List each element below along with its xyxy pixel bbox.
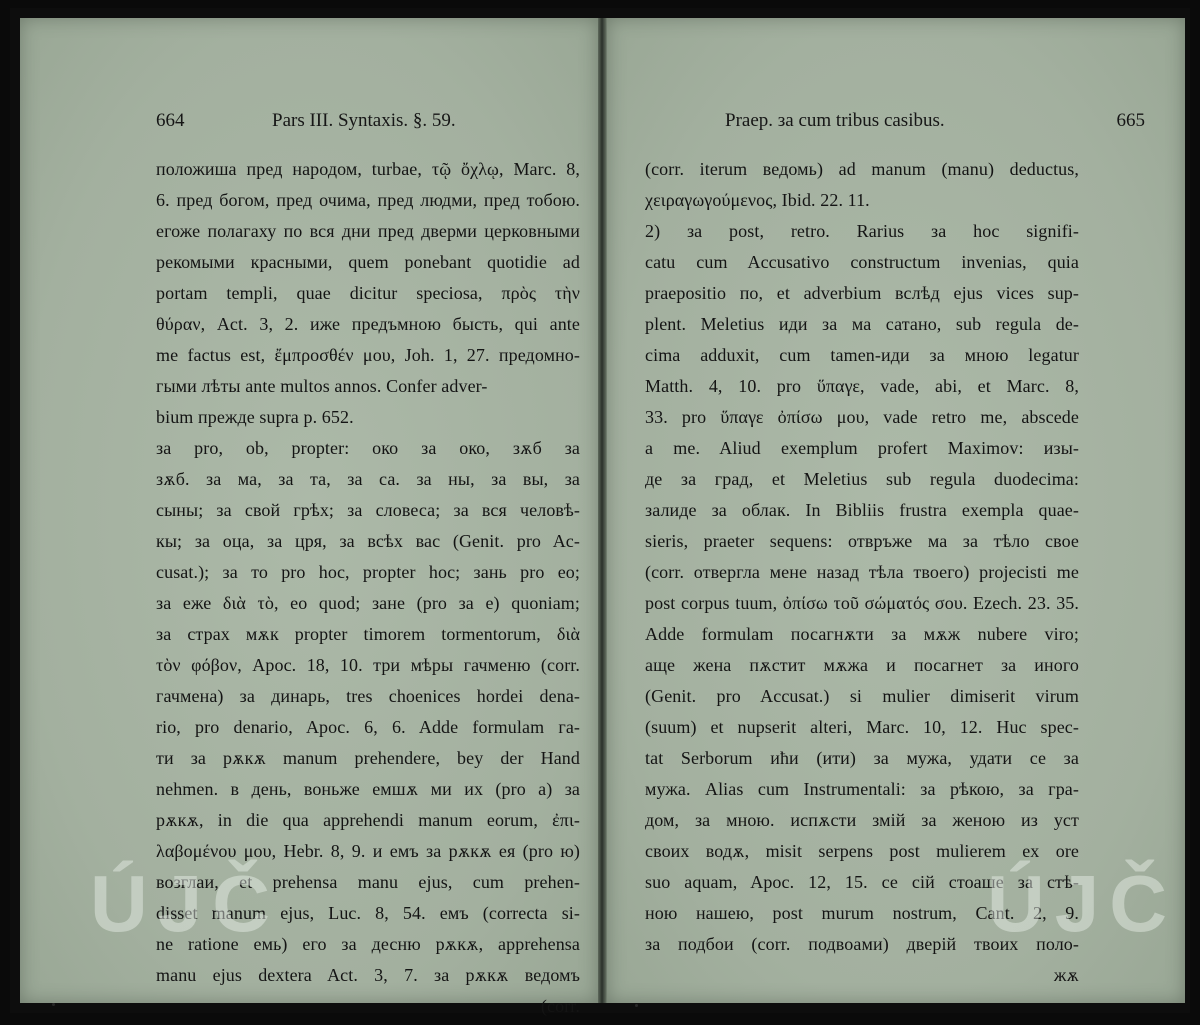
right-text-line: де за град, et Meletius sub regula duodecima: (645, 469, 1079, 489)
right-text-line: мужа. Alias cum Instrumentali: за рѣкою, за гра- (645, 779, 1079, 799)
book-spread (10, 8, 1190, 1016)
left-text-line: за еже διὰ τὸ, eo quod; зане (pro за е) quoniam; (156, 593, 580, 613)
left-text-line: me factus est, ἔμπροσθέν μου, Joh. 1, 27. предомно- (156, 345, 580, 365)
right-text-line: Adde formulam посагнѫти за мѫж nubere viro; (645, 624, 1079, 644)
watermark-left: ÚJČ (90, 859, 281, 948)
right-page-number: 665 (1116, 110, 1145, 131)
left-text-line: ти за рѫкѫ manum prehendere, bey der Hand (156, 748, 580, 768)
right-text-line: 33. pro ὕπαγε ὀπίσω μου, vade retro me, abscede (645, 407, 1079, 427)
left-text-line: λαβομένου μου, Hebr. 8, 9. и емъ за рѫкѫ ея (pro ю) (156, 841, 580, 861)
left-text-line: кы; за оца, за цря, за всѣх вас (Genit. pro Ac- (156, 531, 580, 551)
left-text-line: (corr. (540, 996, 580, 1016)
left-text-line: егоже полагаху по вся дни пред дверми церковными (156, 221, 580, 241)
right-text-line: своих водѫ, misit serpens post mulierem ex ore (645, 841, 1079, 861)
right-page (606, 18, 1185, 1003)
book-gutter (598, 18, 606, 1003)
watermark-right: ÚJČ (987, 859, 1178, 948)
left-text-line: гыми лѣты ante multos annos. Confer adver- (156, 376, 488, 396)
right-text-line: жѫ (1053, 965, 1079, 985)
right-text-line: tat Serborum ићи (ити) за мужа, удати се за (645, 748, 1079, 768)
right-text-line: suo aquam, Apoc. 12, 15. се сій стоаше за стѣ- (645, 872, 1079, 892)
left-text-line: возглаи, et prehensa manu ejus, cum prehen- (156, 872, 580, 892)
left-text-line: 6. пред богом, пред очима, пред людми, пред тобою. (156, 190, 580, 210)
left-text-line: θύραν, Act. 3, 2. иже предъмною бысть, qui ante (156, 314, 580, 334)
left-running-head: Pars III. Syntaxis. §. 59. (272, 110, 456, 131)
right-text-line: a me. Aliud exemplum profert Maximov: изы- (645, 438, 1079, 458)
left-text-line: manu ejus dextera Act. 3, 7. за рѫкѫ ведомъ (156, 965, 580, 985)
right-text-line: praepositio по, et adverbium вслѣд ejus vices sup- (645, 283, 1079, 303)
left-text-line: рѫкѫ, in die qua apprehendi manum eorum, ἐπι- (156, 810, 580, 830)
right-text-line: дом, за мною. испѫсти змій за женою из уст (645, 810, 1079, 830)
paper-speck (635, 1004, 638, 1007)
left-text-line: положиша пред народом, turbae, τῷ ὄχλῳ, Marc. 8, (156, 159, 580, 179)
right-text-line: catu cum Accusativo constructum invenias, quia (645, 252, 1079, 272)
right-text-line: χειραγωγούμενος, Ibid. 22. 11. (645, 190, 870, 210)
right-text-line: ною нашею, post murum nostrum, Cant. 2, 9. (645, 903, 1079, 923)
left-text-line: гачмена) за динарь, tres choenices hordei dena- (156, 686, 580, 706)
left-text-line: τὸν φόβον, Apoc. 18, 10. три мѣры гачменю (corr. (156, 655, 580, 675)
left-text-line: ne ratione емь) его за десню рѫкѫ, apprehensa (156, 934, 580, 954)
left-text-line: rio, pro denario, Apoc. 6, 6. Adde formulam гa- (156, 717, 580, 737)
left-text-line: bium прежде supra p. 652. (156, 407, 354, 427)
right-text-line: sieris, praeter sequens: отвръже ма за тѣло свое (645, 531, 1079, 551)
left-text-line: за страх мѫк propter timorem tormentorum, διὰ (156, 624, 580, 644)
right-text-line: аще жена пѫстит мѫжа и посагнет за иного (645, 655, 1079, 675)
left-text-line: за pro, ob, propter: око за око, зѫб за (156, 438, 580, 458)
left-text-line: рекомыми красными, quem ponebant quotidie ad (156, 252, 580, 272)
left-page (20, 18, 599, 1016)
right-text-line: (suum) et nupserit alteri, Marc. 10, 12. Huc spec- (645, 717, 1079, 737)
left-text-line: cusat.); за то pro hoc, propter hoc; зань pro eo; (156, 562, 580, 582)
right-text-line: plent. Meletius иди за ма сатано, sub regula de- (645, 314, 1079, 334)
right-text-line: cima adduxit, cum tamen-иди за мною legatur (645, 345, 1079, 365)
left-text-line: nehmen. в день, воньже емшѫ ми их (pro а) за (156, 779, 580, 799)
left-text-line: portam templi, quae dicitur speciosa, πρὸς τὴν (156, 283, 580, 303)
right-text-line: (Genit. pro Accusat.) si mulier dimiserit virum (645, 686, 1079, 706)
right-text-line: (corr. отвергла мене назад тѣла твоего) projecisti me (645, 562, 1079, 582)
left-text-line: зѫб. за ма, за та, за са. за ны, за вы, за (156, 469, 580, 489)
left-text-line: сыны; за свой грѣх; за словеса; за вся человѣ- (156, 500, 580, 520)
right-running-head: Praep. за cum tribus casibus. (725, 110, 945, 131)
right-text-line: Matth. 4, 10. pro ὕπαγε, vade, abi, et Marc. 8, (645, 376, 1079, 396)
right-text-line: 2) за post, retro. Rarius за hoc signifi- (645, 221, 1079, 241)
right-text-line: за подбои (corr. подвоами) дверій твоих поло- (645, 934, 1079, 954)
right-text-line: (corr. iterum ведомь) ad manum (manu) deductus, (645, 159, 1079, 179)
left-page-header (156, 110, 566, 136)
right-text-line: post corpus tuum, ὀπίσω τοῦ σώματός σου. Ezech. 23. 35. (645, 593, 1079, 613)
right-page-header (725, 110, 1145, 136)
right-text-line: залиде за облак. In Bibliis frustra exempla quae- (645, 500, 1079, 520)
left-text-line: disset manum ejus, Luc. 8, 54. емъ (correcta si- (156, 903, 580, 923)
paper-speck (52, 1003, 55, 1006)
left-page-number: 664 (156, 110, 185, 131)
